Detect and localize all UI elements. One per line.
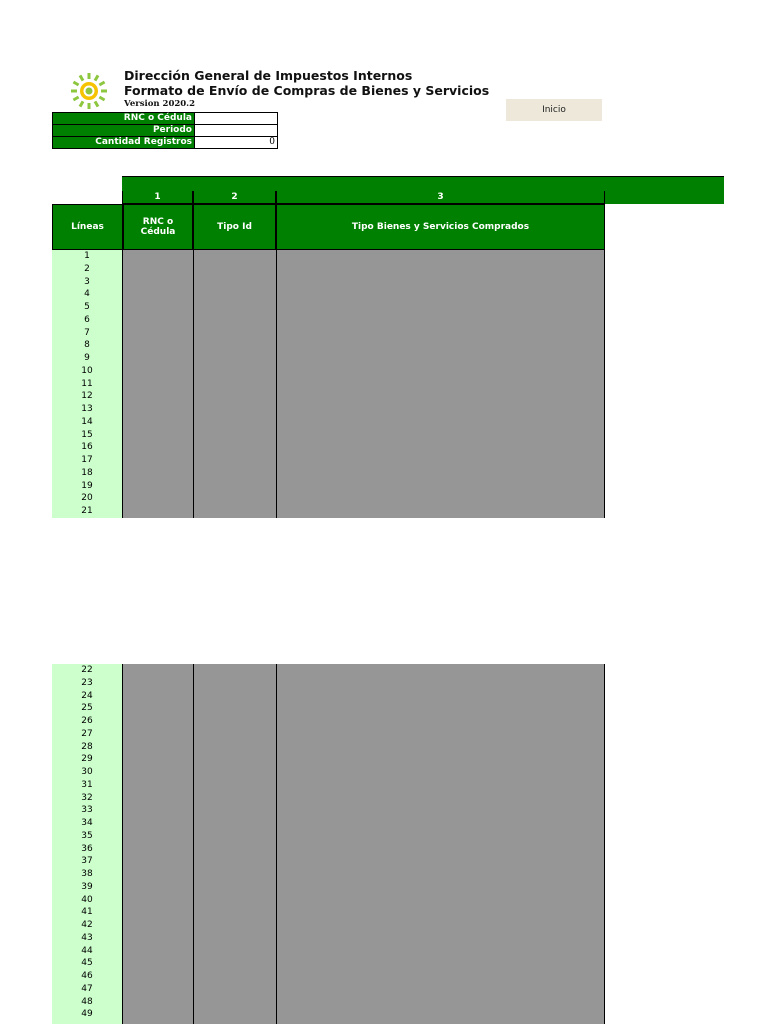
line-number: 11 xyxy=(81,378,93,389)
rnc-column[interactable] xyxy=(122,664,193,1024)
lines-header: Líneas xyxy=(52,204,123,250)
line-number: 12 xyxy=(81,391,93,402)
line-number: 45 xyxy=(81,958,93,969)
line-number: 26 xyxy=(81,716,93,726)
column-header-row xyxy=(52,204,605,250)
line-number: 31 xyxy=(81,779,93,790)
line-number: 21 xyxy=(81,506,93,516)
data-grid-page2 xyxy=(52,664,605,1024)
header-band xyxy=(122,176,724,192)
line-number: 28 xyxy=(81,741,93,752)
column-number-row xyxy=(122,191,605,204)
tipo-bienes-column[interactable] xyxy=(276,664,605,1024)
line-number: 37 xyxy=(81,856,93,867)
line-number: 25 xyxy=(81,703,93,714)
line-number: 42 xyxy=(81,920,93,930)
line-number: 2 xyxy=(84,263,90,274)
line-number: 3 xyxy=(84,276,90,287)
line-number: 32 xyxy=(81,792,93,803)
line-number: 9 xyxy=(84,353,90,363)
cantidad-registros-label: Cantidad Registros xyxy=(53,137,195,149)
line-number: 5 xyxy=(84,302,90,312)
rnc-header xyxy=(123,204,193,250)
line-number: 39 xyxy=(81,881,93,892)
tipo-bienes-header: Tipo Bienes y Servicios Comprados xyxy=(276,204,605,250)
line-number: 23 xyxy=(81,677,93,688)
header-band-extension xyxy=(604,191,724,204)
line-number: 44 xyxy=(81,945,93,956)
line-number: 13 xyxy=(81,404,93,414)
line-number: 40 xyxy=(81,894,93,905)
line-number: 33 xyxy=(81,805,93,816)
line-number: 16 xyxy=(81,442,93,453)
line-number: 29 xyxy=(81,754,93,765)
rnc-column[interactable] xyxy=(122,250,193,518)
data-grid-page1 xyxy=(52,250,605,518)
line-number: 49 xyxy=(81,1009,93,1020)
info-table xyxy=(52,112,278,149)
line-number: 15 xyxy=(81,429,93,440)
column-number-1: 1 xyxy=(122,191,193,204)
line-number: 19 xyxy=(81,480,93,491)
line-number: 36 xyxy=(81,843,93,854)
line-number: 46 xyxy=(81,971,93,981)
rnc-label: RNC o Cédula xyxy=(53,113,195,125)
dgii-logo-icon xyxy=(68,72,110,110)
line-number: 4 xyxy=(84,289,90,300)
tipo-id-column[interactable] xyxy=(193,250,276,518)
column-number-3: 3 xyxy=(276,191,605,204)
line-number: 35 xyxy=(81,830,93,841)
tipo-id-column[interactable] xyxy=(193,664,276,1024)
line-number: 20 xyxy=(81,493,93,504)
line-number: 34 xyxy=(81,818,93,828)
line-number: 41 xyxy=(81,907,93,918)
line-number: 22 xyxy=(81,665,93,675)
line-number: 8 xyxy=(84,340,90,351)
line-number: 10 xyxy=(81,365,93,376)
line-number: 14 xyxy=(81,416,93,427)
periodo-label: Periodo xyxy=(53,125,195,137)
line-number: 48 xyxy=(81,996,93,1007)
line-number: 7 xyxy=(84,327,90,338)
rnc-input[interactable] xyxy=(195,113,278,125)
tipo-id-header: Tipo Id xyxy=(193,204,276,250)
cantidad-registros-value: 0 xyxy=(195,137,278,149)
lines-column xyxy=(52,250,122,518)
line-number: 17 xyxy=(81,455,93,465)
line-number: 24 xyxy=(81,690,93,701)
tipo-bienes-column[interactable] xyxy=(276,250,605,518)
line-number: 6 xyxy=(84,314,90,325)
line-number: 1 xyxy=(84,251,90,261)
inicio-button[interactable]: Inicio xyxy=(506,99,602,121)
version-label: Version 2020.2 xyxy=(124,99,196,109)
lines-column xyxy=(52,664,122,1024)
line-number: 27 xyxy=(81,728,93,739)
line-number: 47 xyxy=(81,983,93,994)
line-number: 18 xyxy=(81,467,93,478)
column-number-2: 2 xyxy=(193,191,276,204)
line-number: 43 xyxy=(81,932,93,943)
page-subtitle: Formato de Envío de Compras de Bienes y Servicios xyxy=(124,83,490,98)
line-number: 30 xyxy=(81,767,93,777)
page-title: Dirección General de Impuestos Internos xyxy=(124,68,413,83)
line-number: 38 xyxy=(81,869,93,879)
rnc-header-text: RNC o Cédula xyxy=(140,217,176,237)
periodo-input[interactable] xyxy=(195,125,278,137)
